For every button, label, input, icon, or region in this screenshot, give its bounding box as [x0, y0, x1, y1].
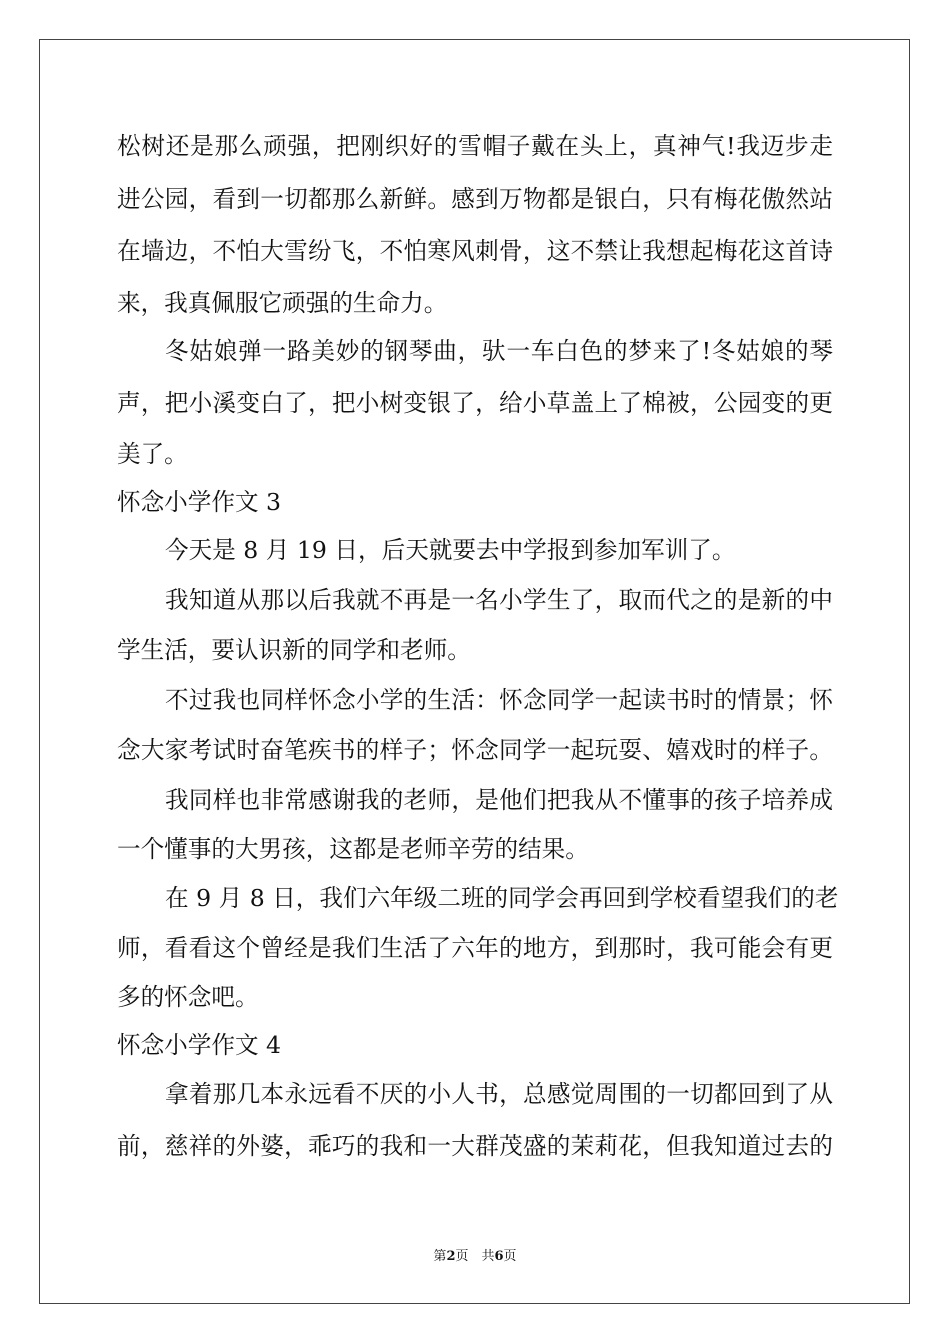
text-line: 学生活，要认识新的同学和老师。: [117, 636, 471, 664]
text-line: 来，我真佩服它顽强的生命力。: [117, 289, 448, 317]
footer-prefix: 第: [433, 1249, 447, 1264]
text-line: 前，慈祥的外婆，乖巧的我和一大群茂盛的茉莉花，但我知道过去的: [117, 1132, 833, 1160]
footer-mid: 页 共: [455, 1249, 495, 1264]
text-line: 一个懂事的大男孩，这都是老师辛劳的结果。: [117, 835, 589, 863]
section-heading: 怀念小学作文 4: [117, 1031, 282, 1059]
paragraph-first-line: 不过我也同样怀念小学的生活：怀念同学一起读书时的情景；怀: [165, 686, 833, 714]
paragraph-first-line: 我知道从那以后我就不再是一名小学生了，取而代之的是新的中: [165, 586, 833, 614]
paragraph-first-line: 今天是 8 月 19 日，后天就要去中学报到参加军训了。: [165, 536, 736, 564]
paragraph-first-line: 我同样也非常感谢我的老师，是他们把我从不懂事的孩子培养成: [165, 786, 833, 814]
page-footer: [0, 1247, 950, 1267]
paragraph-first-line: 冬姑娘弹一路美妙的钢琴曲，驮一车白色的梦来了!冬姑娘的琴: [165, 337, 833, 365]
page-border: [39, 39, 910, 1304]
text-line: 多的怀念吧。: [117, 983, 259, 1011]
page-number: 2: [446, 1249, 456, 1264]
text-line: 进公园，看到一切都那么新鲜。感到万物都是银白，只有梅花傲然站: [117, 185, 833, 213]
text-line: 松树还是那么顽强，把刚织好的雪帽子戴在头上，真神气!我迈步走: [117, 132, 833, 160]
text-line: 声，把小溪变白了，把小树变银了，给小草盖上了棉被，公园变的更: [117, 389, 833, 417]
text-line: 师，看看这个曾经是我们生活了六年的地方，到那时，我可能会有更: [117, 934, 833, 962]
text-line: 美了。: [117, 440, 188, 468]
section-heading: 怀念小学作文 3: [117, 488, 282, 516]
text-line: 念大家考试时奋笔疾书的样子；怀念同学一起玩耍、嬉戏时的样子。: [117, 736, 833, 764]
footer-suffix: 页: [503, 1249, 517, 1264]
total-pages: 6: [494, 1249, 504, 1264]
text-line: 在墙边，不怕大雪纷飞，不怕寒风刺骨，这不禁让我想起梅花这首诗: [117, 237, 833, 265]
paragraph-first-line: 拿着那几本永远看不厌的小人书，总感觉周围的一切都回到了从: [165, 1080, 833, 1108]
paragraph-first-line: 在 9 月 8 日，我们六年级二班的同学会再回到学校看望我们的老: [165, 884, 839, 912]
